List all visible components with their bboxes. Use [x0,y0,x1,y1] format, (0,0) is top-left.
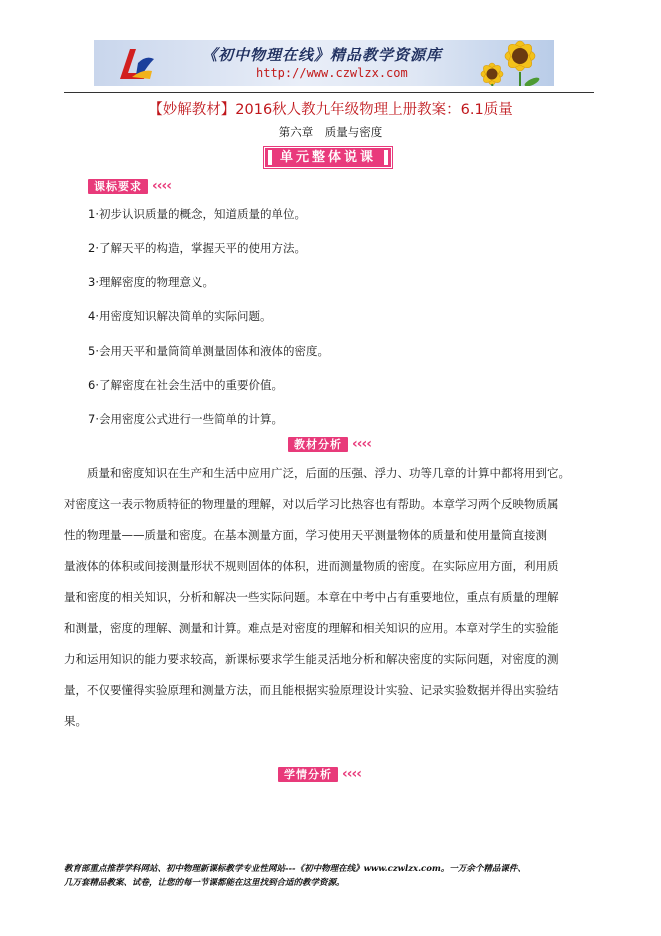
paragraph-line: 力和运用知识的能力要求较高，新课标要求学生能灵活地分析和解决密度的实际问题，对密度的测 [64,652,559,666]
list-item: 3·理解密度的物理意义。 [88,275,214,289]
paragraph-line: 果。 [64,714,87,728]
document-title: 【妙解教材】2016秋人教九年级物理上册教案：6.1质量 [148,102,513,118]
section-tag-standards [88,179,171,194]
paragraph-line: 量液体的体积或间接测量形状不规则固体的体积，进而测量物质的密度。在实际应用方面，利用质 [64,559,559,573]
header-divider [64,92,594,93]
sunflower-icon [476,40,550,86]
page-footer [64,862,624,890]
paragraph-line: 对密度这一表示物质特征的物理量的理解，对以后学习比热容也有帮助。本章学习两个反映物质属 [64,497,559,511]
paragraph-line: 量和密度的相关知识，分析和解决一些实际问题。本章在中考中占有重要地位，重点有质量的理解 [64,590,559,604]
footer-line: 教育部重点推荐学科网站、初中物理新课标教学专业性网站---《初中物理在线》www.czwlzx.com。一万余个精品课件、 [64,864,526,874]
unit-banner: 单元整体说课 [264,147,392,168]
section-label: 学情分析 [278,767,338,782]
chevrons-icon: ‹‹‹‹ [352,436,372,452]
banner-url[interactable]: http://www.czwlzx.com [256,66,408,80]
section-tag-students [278,767,361,782]
list-item: 6·了解密度在社会生活中的重要价值。 [88,378,283,392]
paragraph-line: 性的物理量——质量和密度。在基本测量方面，学习使用天平测量物体的质量和使用量筒直接测 [64,528,547,542]
site-banner [94,40,554,86]
list-item: 1·初步认识质量的概念，知道质量的单位。 [88,207,306,221]
section-label: 教材分析 [288,437,348,452]
chapter-heading: 第六章 质量与密度 [278,125,383,139]
paragraph-line: 量，不仅要懂得实验原理和测量方法，而且能根据实验原理设计实验、记录实验数据并得出实验结 [64,683,559,697]
paragraph-line: 质量和密度知识在生产和生活中应用广泛，后面的压强、浮力、功等几章的计算中都将用到它。 [64,466,570,480]
section-tag-textbook [288,437,371,452]
footer-line: 几万套精品教案、试卷，让您的每一节课都能在这里找到合适的教学资源。 [64,878,345,888]
section-label: 课标要求 [88,179,148,194]
list-item: 4·用密度知识解决简单的实际问题。 [88,309,272,323]
paragraph-line: 和测量，密度的理解、测量和计算。难点是对密度的理解和相关知识的应用。本章对学生的实验能 [64,621,559,635]
banner-title: 《初中物理在线》精品教学资源库 [202,46,443,64]
list-item: 7·会用密度公式进行一些简单的计算。 [88,412,283,426]
list-item: 2·了解天平的构造，掌握天平的使用方法。 [88,241,306,255]
chevrons-icon: ‹‹‹‹ [342,766,362,782]
chevrons-icon: ‹‹‹‹ [152,178,172,194]
textbook-analysis-paragraph [64,458,596,737]
site-logo-icon [116,45,156,81]
list-item: 5·会用天平和量筒简单测量固体和液体的密度。 [88,344,329,358]
